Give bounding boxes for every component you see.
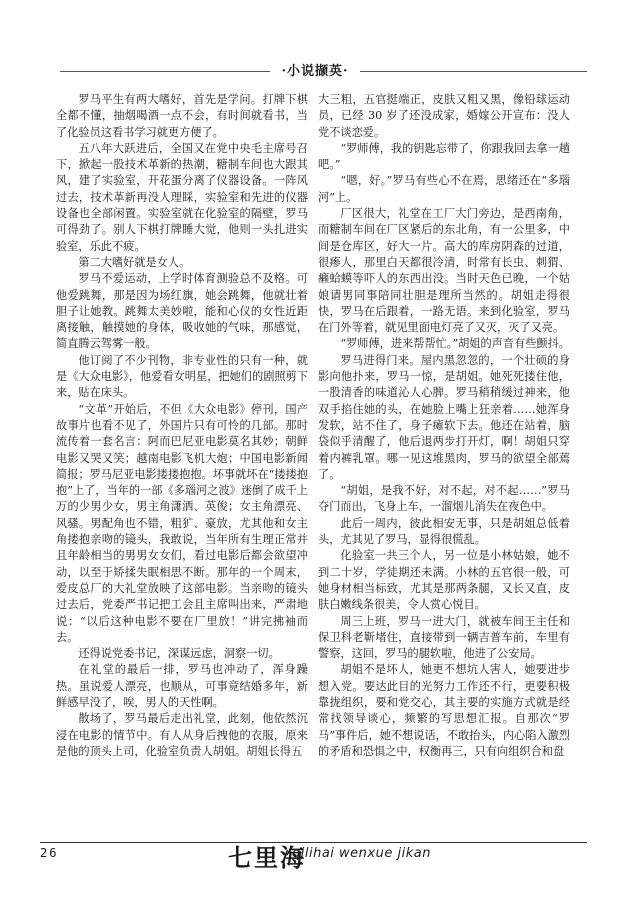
paragraph: 大三粗，五官挺端正，皮肤又粗又黑，像铅球运动员，已经 30 岁了还没成家，婚嫁公开宣布：没人党不谈恋爱。 bbox=[318, 93, 570, 139]
paragraph: 第二大嗜好就是女人。 bbox=[78, 255, 191, 269]
paragraph: 五八年大跃进后，全国又在党中央毛主席号召下，掀起一股技术革新的热潮，糖制车间也大跟其风，建了实验室，开花蛋分离了仪器设备。一阵风过去，技术革新再没人理睬，实验室和先进的仪器设备也全部闲置。实验室就在化验室的隔壁，罗马可得劲了。别人下棋打牌睡大觉，他则一头扎进实验室，乐此不疲。 bbox=[56, 141, 308, 253]
paragraph: 罗马不爱运动，上学时体育测验总不及格。可他爱跳舞，那是因为场红旗，她会跳舞，他就壮着胆子让她教。跳舞太美妙啦，能和心仪的女性近距离接触，触摸她的身体，吸收她的气味，那感觉，简直腾云驾雾一般。 bbox=[56, 272, 308, 351]
footer-rule bbox=[40, 842, 587, 843]
paragraph: “胡姐，是我不好，对不起，对不起……”罗马夺门而出，飞身上车，一溜烟儿消失在夜色中。 bbox=[318, 484, 570, 514]
page-number: 26 bbox=[40, 846, 59, 860]
paragraph: 散场了，罗马最后走出礼堂，此刻，他依然沉浸在电影的情节中。有人从身后拽他的衣服，原来是他的顶头上司，化验室负责人胡姐。胡姐长得五 bbox=[56, 712, 308, 758]
paragraph: 此后一周内，彼此相安无事，只是胡姐总低着头，尤其见了罗马，显得很慌乱。 bbox=[318, 516, 570, 547]
paragraph: “文革”开始后，不但《大众电影》停刊，国产故事片也看不见了，外国片只有可怜的几部。那时流传着一套名言：阿而巴尼亚电影莫名其妙；朝鲜电影又哭又笑；越南电影飞机大炮；中国电影新闻简报；罗马尼亚电影搂搂抱抱。坏事就坏在“搂搂抱抱”上了，当年的一部《多瑙河之波》迷倒了成千上万的少男少女，男主角潇洒、英俊；女主角漂亮、风骚。男配角也不错，粗犷、豪放，尤其他和女主角搂抱亲吻的镜头，我敢说，当年所有生理正常并且年龄相当的男男女女们，看过电影后都会欲望冲动，以至于矫揉失眠相思不断。那年的一个周末，爱皮总厂的大礼堂放映了这部电影。当亲吻的镜头过去后，党委严书记把工会且主席叫出来，严肃地说：“以后这种电影不要在厂里放！”讲完拂袖而去。 bbox=[56, 402, 308, 644]
paragraph: 罗马进得门来。屋内黑忽忽的，一个壮硕的身影向他扑来，罗马一惊，是胡姐。她死死搂住他，一股清香的味道沁人心脾。罗马稍稍缓过神来，他双手掐住她的头，在她脸上嘴上狂亲着……她浑身发软，站不住了，身子瘫软下去。他还在站着，脑袋似乎清醒了，他后退两步打开灯，啊！胡姐只穿着内裤乳罩。哪一见这堆黑肉，罗马的欲望全部蔫了。 bbox=[318, 353, 570, 481]
paragraph: “罗师傅，我的钥匙忘带了，你跟我回去拿一趟吧。” bbox=[318, 141, 570, 172]
paragraph: 他订阅了不少刊物，非专业性的只有一种，就是《大众电影》，他爱看女明星，把她们的剧照剪下来，贴在床头。 bbox=[56, 353, 308, 400]
paragraph: 罗马平生有两大嗜好，首先是学问。打牌下棋全都不懂，抽烟喝酒一点不会，有时间就看书，当了化验员这看书学习就更方便了。 bbox=[56, 93, 308, 139]
journal-name-pinyin: qilihai wenxue jikan bbox=[292, 846, 431, 861]
paragraph: 化验室一共三个人，另一位是小林姑娘，她不到二十岁，学徒期还未满。小林的五官很一般，可她身材相当标致，尤其是那两条腿，又长又直，皮肤白嫩线条很美，令人赏心悦目。 bbox=[318, 549, 570, 612]
section-tag: ·小说撷英· bbox=[270, 62, 360, 82]
paragraph: 在礼堂的最后一排，罗马也冲动了，浑身躁热。虽说爱人漂亮，也顺从，可事竟结婚多年，新鲜感早没了，唉，男人的天性啊。 bbox=[56, 663, 308, 709]
paragraph: “罗师傅，进来帮帮忙。”胡姐的声音有些颤抖。 bbox=[340, 337, 570, 351]
paragraph: 还得说党委书记，深谋远虑，洞察一切。 bbox=[78, 647, 280, 661]
paragraph: “嗯，好。”罗马有些心不在焉，思绪还在“多瑙河”上。 bbox=[318, 174, 570, 204]
journal-logo: 七里海 bbox=[228, 843, 306, 872]
paragraph: 周三上班，罗马一进大门，就被车间王主任和保卫科老靳堵住，直接带到一辆吉普车前，车里有警察，这回，罗马的腿软啦，他进了公安局。 bbox=[318, 614, 570, 661]
right-column bbox=[318, 92, 570, 837]
paragraph: 厂区很大，礼堂在工厂大门旁边，是西南角，而糖制车间在厂区紧后的东北角，有一公里多，中间是仓库区，好大一片。高大的库房阴森的过道，很瘆人，那里白天都很冷清，时常有长虫、刺猬、癞蛤蟆等吓人的东西出没。当时天色已晚，一个姑娘请男同事陪同壮胆是理所当然的。胡姐走得很快，罗马在后跟着，一路无语。来到化验室，罗马在门外等着，就见里面电灯亮了又灭，灭了又亮。 bbox=[318, 207, 570, 335]
left-column bbox=[56, 92, 308, 837]
paragraph: 胡姐不是坏人，她更不想坑人害人，她要进步想入党。要达此目的光努力工作还不行，更要积极靠拢组织，要和党交心，其主要的实施方式就是经常找领导谈心，频繁的写思想汇报。自那次“罗马”事件后，她不想说话，不敢抬头，内心陷入激烈的矛盾和恐惧之中，权衡再三，只有向组织合和盘 bbox=[318, 663, 570, 758]
